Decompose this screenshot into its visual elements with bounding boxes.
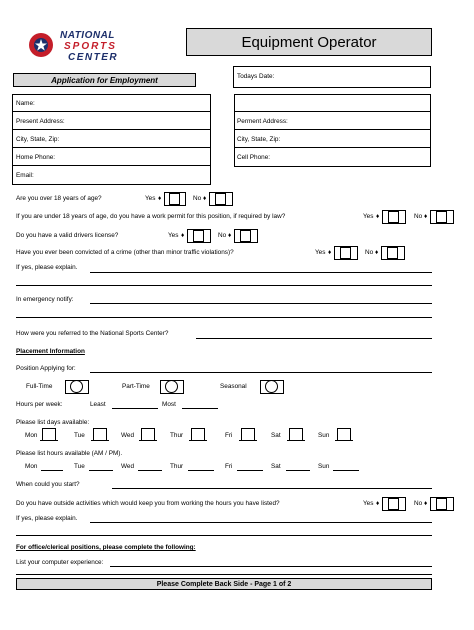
- hours-mon-label: Mon: [25, 463, 38, 470]
- perment-address-label: Perment Address:: [237, 118, 288, 125]
- hours-sun-line[interactable]: [333, 470, 359, 471]
- least-line[interactable]: [112, 408, 158, 409]
- email-label: Email:: [16, 172, 34, 179]
- no-diamond-icon: ♦: [203, 195, 207, 202]
- day-tue-line: [91, 440, 109, 441]
- hours-per-week-label: Hours per week:: [16, 401, 63, 408]
- footer-text: Please Complete Back Side - Page 1 of 2: [156, 581, 292, 588]
- no-diamond-icon: ♦: [424, 213, 428, 220]
- referred-question: How were you referred to the National Sports Center?: [16, 330, 169, 337]
- hours-wed-line[interactable]: [138, 470, 162, 471]
- home-phone-field[interactable]: [12, 148, 211, 166]
- name-label: Name:: [16, 100, 35, 107]
- emergency-line-2[interactable]: [16, 317, 432, 318]
- position-applying-label: Position Applying for:: [16, 365, 76, 372]
- perment-address-field[interactable]: [234, 112, 431, 130]
- full-time-radio[interactable]: [70, 380, 83, 393]
- computer-line-2[interactable]: [16, 574, 432, 575]
- yes-diamond-icon: ♦: [158, 195, 162, 202]
- right-city-state-zip-label: City, State, Zip:: [237, 136, 281, 143]
- day-mon-line: [40, 440, 58, 441]
- hours-sat-line[interactable]: [286, 470, 310, 471]
- hours-fri-line[interactable]: [237, 470, 263, 471]
- seasonal-label: Seasonal: [220, 383, 247, 390]
- explain-line-2[interactable]: [16, 285, 432, 286]
- footer-bar: [16, 578, 432, 590]
- license-yes-checkbox[interactable]: [193, 230, 204, 242]
- part-time-label: Part-Time: [122, 383, 150, 390]
- permit-yes-label: Yes: [363, 213, 374, 220]
- no-diamond-icon: ♦: [375, 249, 379, 256]
- crime-question: Have you ever been convicted of a crime (other than minor traffic violations)?: [16, 249, 234, 256]
- full-time-label: Full-Time: [26, 383, 53, 390]
- day-tue-label: Tue: [74, 432, 85, 439]
- outside-explain-line-2[interactable]: [16, 535, 432, 536]
- hours-mon-line[interactable]: [41, 470, 63, 471]
- day-wed-line: [139, 440, 157, 441]
- outside-yes-label: Yes: [363, 500, 374, 507]
- permit-yes-checkbox[interactable]: [388, 211, 399, 223]
- permit-no-checkbox[interactable]: [436, 211, 447, 223]
- hours-sat-label: Sat: [271, 463, 281, 470]
- name-field[interactable]: [12, 94, 211, 112]
- yes-diamond-icon: ♦: [376, 500, 380, 507]
- crime-no-label: No: [365, 249, 374, 256]
- title-box: [186, 28, 432, 56]
- emergency-label: In emergency notify:: [16, 296, 74, 303]
- hours-tue-label: Tue: [74, 463, 85, 470]
- days-available-label: Please list days available:: [16, 419, 90, 426]
- logo-line-3: CENTER: [68, 52, 119, 63]
- computer-line-1[interactable]: [110, 566, 432, 567]
- yes-diamond-icon: ♦: [181, 232, 185, 239]
- explain-label: If yes, please explain.: [16, 264, 78, 271]
- page-title: Equipment Operator: [241, 34, 377, 51]
- position-applying-line[interactable]: [90, 372, 432, 373]
- right-city-state-zip-field[interactable]: [234, 130, 431, 148]
- hours-tue-line[interactable]: [89, 470, 113, 471]
- referred-line[interactable]: [196, 338, 432, 339]
- day-sat-line: [287, 440, 305, 441]
- day-sun-line: [335, 440, 353, 441]
- city-state-zip-label: City, State, Zip:: [16, 136, 60, 143]
- hours-sun-label: Sun: [318, 463, 330, 470]
- hours-fri-label: Fri: [225, 463, 233, 470]
- age-question: Are you over 18 years of age?: [16, 195, 102, 202]
- permit-question: If you are under 18 years of age, do you have a work permit for this position, if required by law?: [16, 213, 286, 220]
- least-label: Least: [90, 401, 106, 408]
- computer-experience-label: List your computer experience:: [16, 559, 104, 566]
- day-fri-label: Fri: [225, 432, 233, 439]
- license-no-label: No: [218, 232, 227, 239]
- most-label: Most: [162, 401, 176, 408]
- yes-diamond-icon: ♦: [376, 213, 380, 220]
- age-no-label: No: [193, 195, 202, 202]
- start-question: When could you start?: [16, 481, 80, 488]
- no-diamond-icon: ♦: [424, 500, 428, 507]
- permit-no-label: No: [414, 213, 423, 220]
- no-diamond-icon: ♦: [228, 232, 232, 239]
- outside-no-label: No: [414, 500, 423, 507]
- outside-question: Do you have outside activities which would keep you from working the hours you have listed?: [16, 500, 280, 507]
- logo-line-1: NATIONAL: [60, 30, 115, 41]
- day-wed-label: Wed: [121, 432, 135, 439]
- outside-yes-checkbox[interactable]: [388, 498, 399, 510]
- logo: [24, 28, 164, 68]
- placement-heading: Placement Information: [16, 348, 85, 355]
- start-line[interactable]: [112, 488, 432, 489]
- emergency-line-1[interactable]: [90, 303, 432, 304]
- outside-explain-line-1[interactable]: [90, 522, 432, 523]
- logo-star-icon: [26, 30, 56, 60]
- application-header-box: [13, 73, 196, 87]
- cell-phone-field[interactable]: [234, 148, 431, 166]
- hours-wed-label: Wed: [121, 463, 135, 470]
- crime-yes-checkbox[interactable]: [340, 247, 351, 259]
- todays-date-label: Todays Date:: [237, 73, 275, 80]
- license-no-checkbox[interactable]: [240, 230, 251, 242]
- email-field[interactable]: [12, 166, 211, 184]
- day-sun-label: Sun: [318, 432, 330, 439]
- age-yes-checkbox[interactable]: [169, 193, 180, 205]
- day-fri-line: [239, 440, 257, 441]
- outside-explain-label: If yes, please explain.: [16, 515, 78, 522]
- license-yes-label: Yes: [168, 232, 179, 239]
- day-mon-label: Mon: [25, 432, 38, 439]
- outside-no-checkbox[interactable]: [436, 498, 447, 510]
- seasonal-radio[interactable]: [265, 380, 278, 393]
- most-line[interactable]: [182, 408, 218, 409]
- day-sat-label: Sat: [271, 432, 281, 439]
- explain-line-1[interactable]: [90, 272, 432, 273]
- age-yes-label: Yes: [145, 195, 156, 202]
- day-thur-label: Thur: [170, 432, 184, 439]
- hours-thur-line[interactable]: [188, 470, 214, 471]
- home-phone-label: Home Phone:: [16, 154, 56, 161]
- application-header: Application for Employment: [51, 76, 158, 85]
- hours-thur-label: Thur: [170, 463, 184, 470]
- office-heading: For office/clerical positions, please complete the following:: [16, 544, 196, 551]
- logo-line-2: SPORTS: [64, 41, 117, 52]
- city-state-zip-field[interactable]: [12, 130, 211, 148]
- part-time-radio[interactable]: [165, 380, 178, 393]
- present-address-field[interactable]: [12, 112, 211, 130]
- hours-available-label: Please list hours available (AM / PM).: [16, 450, 123, 457]
- crime-yes-label: Yes: [315, 249, 326, 256]
- yes-diamond-icon: ♦: [328, 249, 332, 256]
- crime-no-checkbox[interactable]: [387, 247, 398, 259]
- present-address-label: Present Address:: [16, 118, 65, 125]
- todays-date-box[interactable]: [233, 66, 431, 88]
- license-question: Do you have a valid drivers license?: [16, 232, 119, 239]
- blank-right-field[interactable]: [234, 94, 431, 112]
- cell-phone-label: Cell Phone:: [237, 154, 271, 161]
- age-no-checkbox[interactable]: [215, 193, 226, 205]
- day-thur-line: [189, 440, 207, 441]
